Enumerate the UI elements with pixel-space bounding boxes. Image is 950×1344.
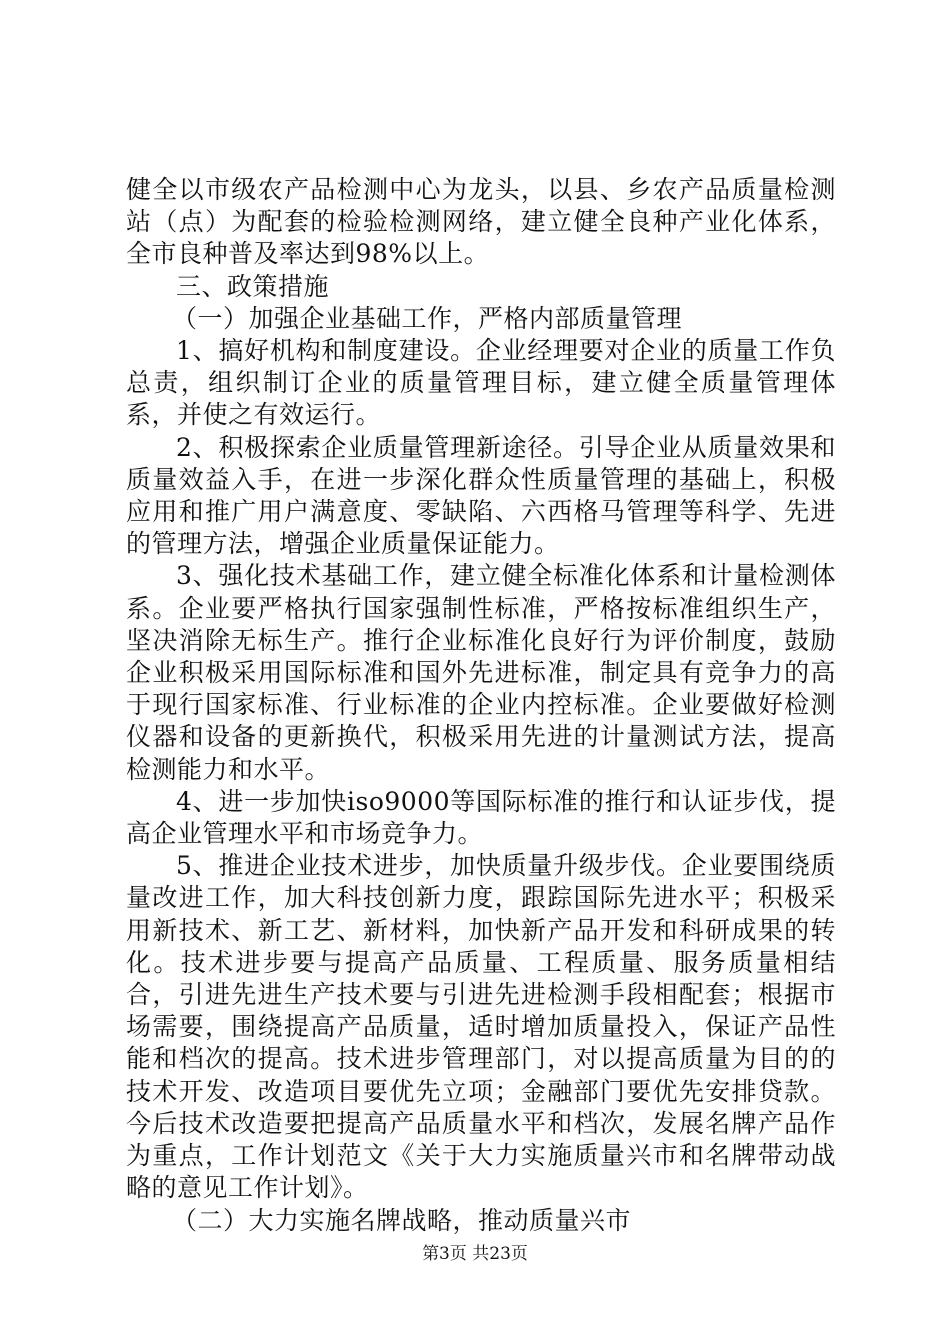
item-paragraph-1: 1、搞好机构和制度建设。企业经理要对企业的质量工作负总责，组织制订企业的质量管理目标，建立健全质量管理体系，并使之有效运行。 bbox=[126, 336, 836, 430]
subsection-heading-1: （一）加强企业基础工作，严格内部质量管理 bbox=[172, 303, 683, 333]
item-paragraph-4: 4、进一步加快iso9000等国际标准的推行和认证步伐，提高企业管理水平和市场竞争力。 bbox=[126, 786, 836, 849]
document-body bbox=[126, 174, 836, 1237]
item-paragraph-3: 3、强化技术基础工作，建立健全标准化体系和计量检测体系。企业要严格执行国家强制性标准，严格按标准组织生产，坚决消除无标生产。推行企业标准化良好行为评价制度，鼓励企业积极采用国际标准和国外先进标准，制定具有竞争力的高于现行国家标准、行业标准的企业内控标准。企业要做好检测仪器和设备的更新换代，积极采用先进的计量测试方法，提高检测能力和水平。 bbox=[126, 561, 836, 784]
page-footer: 第3页 共23页 bbox=[422, 1244, 528, 1264]
item-paragraph-2: 2、积极探索企业质量管理新途径。引导企业从质量效果和质量效益入手，在进一步深化群众性质量管理的基础上，积极应用和推广用户满意度、零缺陷、六西格马管理等科学、先进的管理方法，增强企业质量保证能力。 bbox=[126, 432, 836, 559]
section-heading: 三、政策措施 bbox=[176, 271, 330, 301]
continuation-paragraph: 健全以市级农产品检测中心为龙头，以县、乡农产品质量检测站（点）为配套的检验检测网络，建立健全良种产业化体系，全市良种普及率达到98%以上。 bbox=[126, 175, 836, 269]
item-paragraph-5: 5、推进企业技术进步，加快质量升级步伐。企业要围绕质量改进工作，加大科技创新力度，跟踪国际先进水平；积极采用新技术、新工艺、新材料，加快新产品开发和科研成果的转化。技术进步要与提高产品质量、工程质量、服务质量相结合，引进先进生产技术要与引进先进检测手段相配套；根据市场需要，围绕提高产品质量，适时增加质量投入，保证产品性能和档次的提高。技术进步管理部门，对以提高质量为目的的技术开发、改造项目要优先立项；金融部门要优先安排贷款。今后技术改造要把提高产品质量水平和档次，发展名牌产品作为重点，工作计划范文《关于大力实施质量兴市和名牌带动战略的意见工作计划》。 bbox=[126, 851, 836, 1203]
subsection-heading-2: （二）大力实施名牌战略，推动质量兴市 bbox=[172, 1205, 632, 1235]
